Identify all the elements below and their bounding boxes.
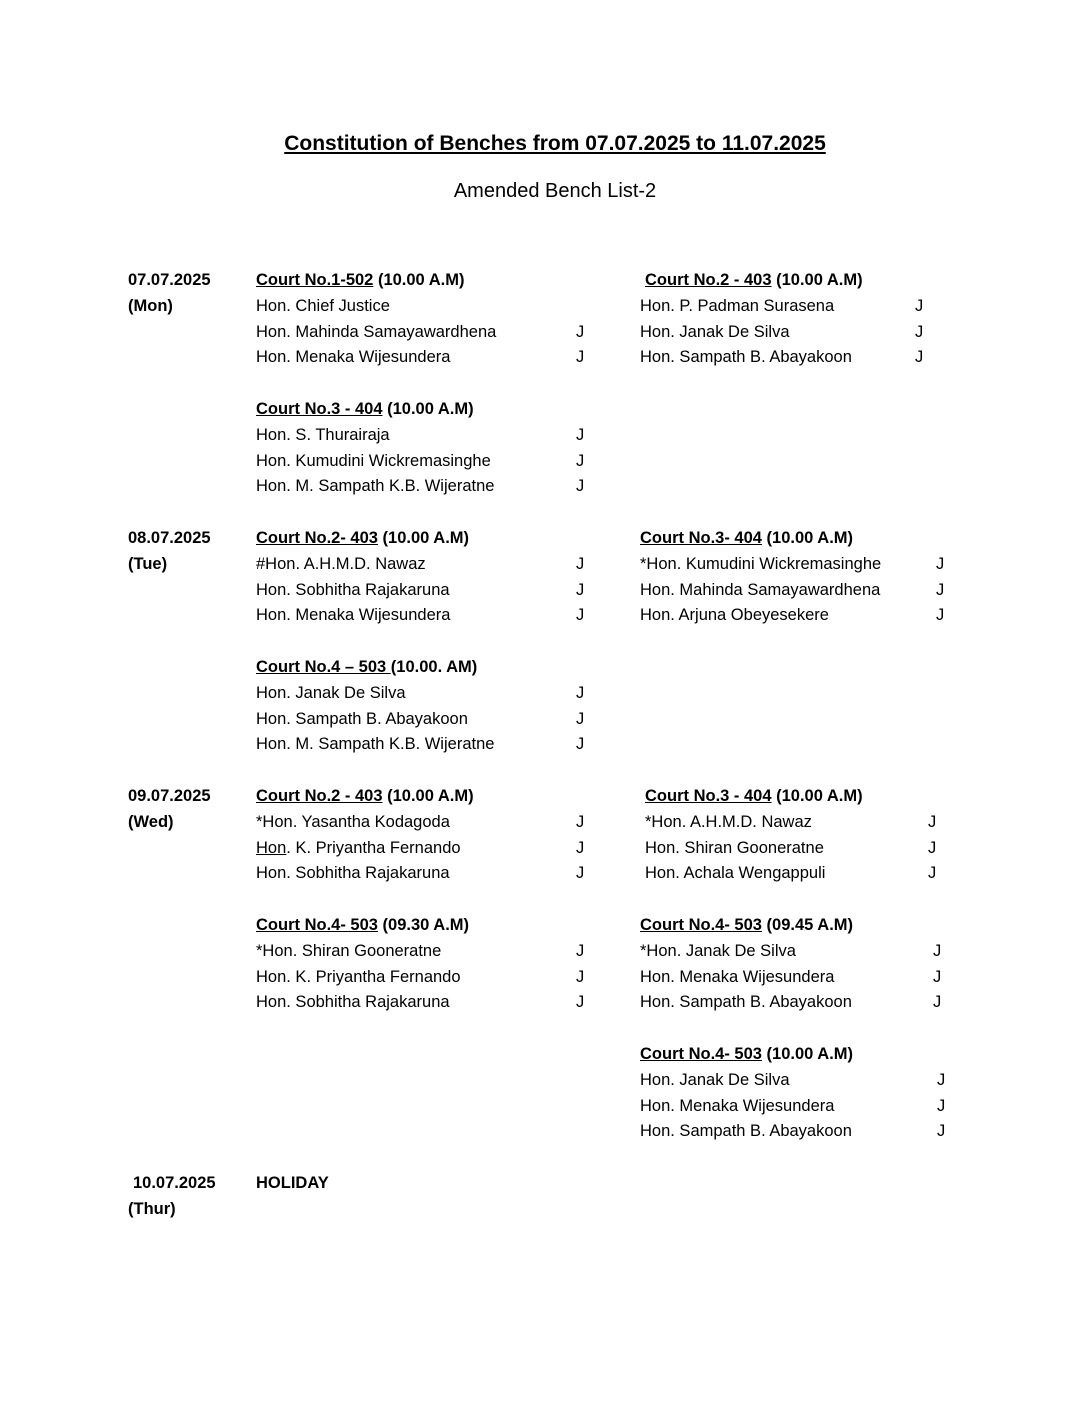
judge-name — [256, 476, 494, 496]
court-header — [256, 915, 469, 935]
judge-name — [640, 296, 834, 316]
court-number: Court No.4- 503 — [256, 916, 378, 934]
judge-suffix: J — [915, 322, 924, 341]
day-name: (Thur) — [128, 1199, 176, 1218]
judge-suffix: J — [576, 838, 585, 857]
judge-name-text: *Hon. Shiran Gooneratne — [256, 941, 442, 960]
judge-suffix: J — [936, 606, 945, 625]
judge-name-text: Hon. Janak De Silva — [256, 683, 406, 702]
judge-suffix: J — [915, 348, 924, 367]
judge-suffix: J — [933, 993, 942, 1012]
judge-name — [256, 605, 450, 625]
judge-name — [256, 322, 496, 342]
judge-name — [640, 967, 834, 987]
court-time: (10.00. AM) — [390, 658, 478, 676]
judge-title: Hon — [256, 838, 287, 857]
judge-name-text: Hon. Sobhitha Rajakaruna — [256, 864, 450, 883]
judge-name — [640, 992, 852, 1012]
court-time: (09.45 A.M) — [761, 916, 854, 934]
judge-name-text: #Hon. A.H.M.D. Nawaz — [256, 554, 426, 573]
judge-name-text: Hon. M. Sampath K.B. Wijeratne — [256, 477, 495, 496]
judge-name — [256, 967, 461, 987]
judge-name-text: Hon. Sampath B. Abayakoon — [640, 348, 852, 367]
judge-name-text: *Hon. A.H.M.D. Nawaz — [645, 812, 812, 831]
judge-name — [256, 554, 426, 574]
judge-name — [645, 838, 824, 858]
court-time: (10.00 A.M) — [373, 271, 465, 289]
page-subtitle: Amended Bench List-2 — [453, 180, 657, 202]
holiday-label: HOLIDAY — [256, 1174, 329, 1192]
judge-suffix: J — [576, 967, 585, 986]
court-header — [256, 657, 477, 677]
judge-name — [640, 322, 790, 342]
judge-name — [256, 863, 450, 883]
judge-name-text: Hon. S. Thurairaja — [256, 425, 390, 444]
judge-name — [645, 863, 825, 883]
judge-suffix: J — [576, 683, 585, 702]
judge-suffix: J — [576, 580, 585, 599]
day-date: 07.07.2025 — [128, 271, 211, 289]
judge-name — [640, 554, 881, 574]
judge-name — [256, 683, 406, 703]
court-time: (10.00 A.M) — [382, 400, 474, 418]
page-title: Constitution of Benches from 07.07.2025 to 11.07.2025 — [284, 132, 826, 155]
judge-suffix: J — [936, 554, 945, 573]
judge-name-text: *Hon. Kumudini Wickremasinghe — [640, 554, 882, 573]
judge-suffix: J — [576, 322, 585, 341]
court-header — [256, 399, 474, 419]
judge-name-text: Hon. Menaka Wijesundera — [640, 1096, 835, 1115]
judge-name-text: Hon. Achala Wengappuli — [645, 864, 826, 883]
court-time: (10.00 A.M) — [382, 787, 474, 805]
judge-name-text: Hon. K. Priyantha Fernando — [256, 967, 461, 986]
judge-name — [645, 812, 812, 832]
judge-name-text: Hon. Mahinda Samayawardhena — [640, 580, 881, 599]
judge-suffix: J — [928, 864, 937, 883]
judge-suffix: J — [576, 864, 585, 883]
judge-name — [640, 941, 796, 961]
court-time: (10.00 A.M) — [771, 787, 863, 805]
judge-suffix: J — [576, 812, 585, 831]
judge-name — [256, 425, 390, 445]
judge-suffix: J — [915, 296, 924, 315]
judge-name-text: Hon. Sampath B. Abayakoon — [640, 1122, 852, 1141]
judge-name-text: Hon. M. Sampath K.B. Wijeratne — [256, 735, 495, 754]
judge-name — [256, 992, 450, 1012]
judge-name — [256, 734, 494, 754]
court-header — [645, 786, 863, 806]
judge-suffix: J — [933, 941, 942, 960]
judge-name — [256, 812, 450, 832]
judge-suffix: J — [928, 838, 937, 857]
court-header — [256, 786, 474, 806]
judge-suffix: J — [933, 967, 942, 986]
judge-name — [640, 1121, 852, 1141]
judge-name-text: *Hon. Janak De Silva — [640, 941, 796, 960]
day-name: (Mon) — [128, 296, 173, 315]
court-number: Court No.1-502 — [256, 271, 374, 289]
judge-name — [640, 605, 829, 625]
court-header — [256, 528, 469, 548]
day-date: 09.07.2025 — [128, 787, 211, 805]
judge-name-text: Hon. Menaka Wijesundera — [640, 967, 835, 986]
judge-name — [256, 296, 390, 316]
judge-suffix: J — [576, 941, 585, 960]
court-number: Court No.4- 503 — [640, 1045, 762, 1063]
judge-suffix: J — [576, 993, 585, 1012]
judge-name — [256, 709, 468, 729]
day-date: 08.07.2025 — [128, 529, 211, 547]
court-header — [256, 270, 464, 290]
court-number: Court No.2- 403 — [256, 529, 378, 547]
judge-name — [640, 580, 880, 600]
judge-suffix: J — [576, 709, 585, 728]
judge-suffix: J — [576, 606, 585, 625]
judge-name-text: Hon. Kumudini Wickremasinghe — [256, 451, 491, 470]
day-name: (Tue) — [128, 554, 168, 573]
judge-suffix: J — [576, 348, 585, 367]
judge-name-text: Hon. Sampath B. Abayakoon — [256, 709, 468, 728]
judge-name-text: Hon. Menaka Wijesundera — [256, 606, 451, 625]
judge-suffix: J — [928, 812, 937, 831]
judge-name-text: Hon. Sampath B. Abayakoon — [640, 993, 852, 1012]
judge-name-text: Hon. Arjuna Obeyesekere — [640, 606, 829, 625]
judge-name-text: Hon. Janak De Silva — [640, 322, 790, 341]
court-number: Court No.2 - 403 — [645, 271, 772, 289]
judge-suffix: J — [937, 1096, 946, 1115]
judge-name — [640, 1096, 834, 1116]
judge-name — [256, 941, 441, 961]
day-name: (Wed) — [128, 812, 174, 831]
judge-name — [256, 838, 461, 858]
judge-name-text: Hon. Janak De Silva — [640, 1070, 790, 1089]
court-time: (10.00 A.M) — [771, 271, 863, 289]
court-header — [640, 1044, 853, 1064]
judge-name-text: Hon. Mahinda Samayawardhena — [256, 322, 497, 341]
judge-suffix: J — [576, 554, 585, 573]
day-date: 10.07.2025 — [133, 1174, 216, 1192]
judge-name-text: Hon. Sobhitha Rajakaruna — [256, 580, 450, 599]
court-header — [640, 915, 853, 935]
court-header — [640, 528, 853, 548]
judge-suffix: J — [576, 735, 585, 754]
judge-suffix: J — [936, 580, 945, 599]
judge-name-text: Hon. Sobhitha Rajakaruna — [256, 993, 450, 1012]
judge-suffix: J — [576, 425, 585, 444]
court-time: (10.00 A.M) — [761, 1045, 854, 1063]
judge-name-text: Hon. Shiran Gooneratne — [645, 838, 824, 857]
judge-name — [256, 347, 450, 367]
court-number: Court No.4 – 503 — [256, 658, 391, 676]
court-time: (09.30 A.M) — [377, 916, 470, 934]
judge-name-text: *Hon. Yasantha Kodagoda — [256, 812, 450, 831]
judge-name-text: Hon. P. Padman Surasena — [640, 296, 835, 315]
court-time: (10.00 A.M) — [377, 529, 470, 547]
court-time: (10.00 A.M) — [761, 529, 854, 547]
court-number: Court No.3 - 404 — [645, 787, 772, 805]
judge-name-text: Hon. Menaka Wijesundera — [256, 348, 451, 367]
judge-name — [256, 580, 450, 600]
judge-name — [640, 347, 852, 367]
court-number: Court No.2 - 403 — [256, 787, 383, 805]
court-number: Court No.4- 503 — [640, 916, 762, 934]
judge-name — [256, 451, 491, 471]
court-header — [645, 270, 863, 290]
judge-suffix: J — [576, 477, 585, 496]
judge-suffix: J — [576, 451, 585, 470]
judge-suffix: J — [937, 1122, 946, 1141]
court-number: Court No.3- 404 — [640, 529, 762, 547]
judge-name-text: . K. Priyantha Fernando — [286, 838, 461, 857]
judge-name-text: Hon. Chief Justice — [256, 296, 390, 315]
judge-suffix: J — [937, 1070, 946, 1089]
court-number: Court No.3 - 404 — [256, 400, 383, 418]
judge-name — [640, 1070, 790, 1090]
